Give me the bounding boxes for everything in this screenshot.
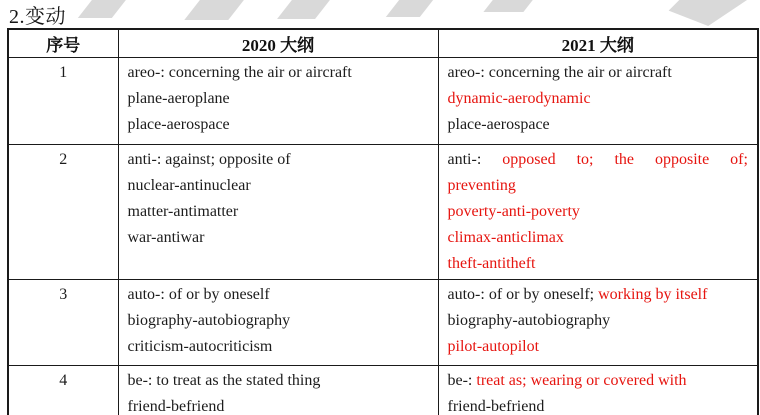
text-line — [128, 308, 429, 334]
cell-2020-syllabus — [118, 58, 438, 145]
text-segment: be-: — [447, 372, 477, 389]
text-segment: areo-: concerning the air or aircraft — [127, 64, 352, 81]
text-line — [128, 60, 429, 86]
text-line — [128, 173, 429, 199]
text-segment: to; — [576, 151, 594, 168]
cell-2021-syllabus — [438, 280, 758, 366]
text-segment: areo-: concerning the air or aircraft — [447, 64, 672, 81]
cell-2021-syllabus — [438, 58, 758, 145]
text-segment: matter-antimatter — [127, 203, 239, 220]
text-line — [448, 334, 749, 360]
text-segment: preventing — [447, 177, 516, 194]
text-segment: of; — [730, 151, 748, 168]
watermark-fragment — [652, 0, 756, 26]
text-line-justified — [448, 147, 749, 173]
text-line — [128, 282, 429, 308]
text-line — [448, 368, 749, 394]
text-segment: theft-antitheft — [447, 255, 536, 272]
text-line — [448, 394, 749, 415]
serial-number-cell: 1 — [8, 58, 118, 145]
serial-number-cell: 2 — [8, 145, 118, 280]
table-row — [8, 280, 758, 366]
text-segment: war-antiwar — [127, 229, 205, 246]
text-segment: criticism-autocriticism — [127, 338, 273, 355]
text-segment: the — [614, 151, 634, 168]
text-segment: plane-aeroplane — [127, 90, 230, 107]
text-segment: place-aerospace — [447, 116, 550, 133]
text-line — [448, 308, 749, 334]
text-segment: biography-autobiography — [127, 312, 291, 329]
cell-2021-syllabus — [438, 145, 758, 280]
text-segment: nuclear-antinuclear — [127, 177, 251, 194]
watermark-fragment — [78, 0, 132, 18]
cell-2020-syllabus — [118, 280, 438, 366]
text-line — [128, 147, 429, 173]
text-line — [128, 199, 429, 225]
text-line — [448, 282, 749, 308]
text-segment: friend-befriend — [127, 398, 225, 415]
table-row — [8, 366, 758, 415]
text-line — [448, 199, 749, 225]
text-segment: opposite — [654, 151, 710, 168]
text-segment: biography-autobiography — [447, 312, 611, 329]
serial-number-cell: 4 — [8, 366, 118, 415]
text-segment: anti-: against; opposite of — [127, 151, 291, 168]
text-line — [128, 86, 429, 112]
watermark-fragment — [184, 0, 251, 20]
cell-2021-syllabus — [438, 366, 758, 415]
text-segment: poverty-anti-poverty — [447, 203, 580, 220]
text-line — [128, 394, 429, 415]
header-serial-number: 序号 — [8, 29, 118, 58]
text-line — [128, 334, 429, 360]
header-2020-syllabus: 2020 大纲 — [118, 29, 438, 58]
watermark-fragment — [483, 0, 540, 12]
text-segment: auto-: of or by oneself — [127, 286, 270, 303]
text-segment: opposed — [502, 151, 556, 168]
serial-number-cell: 3 — [8, 280, 118, 366]
header-2021-syllabus: 2021 大纲 — [438, 29, 758, 58]
text-line — [128, 112, 429, 138]
text-segment: auto-: of or by oneself; — [447, 286, 599, 303]
watermark-fragment — [277, 0, 337, 19]
text-segment: friend-befriend — [447, 398, 545, 415]
text-segment: climax-anticlimax — [447, 229, 564, 246]
text-line — [448, 225, 749, 251]
text-line — [448, 112, 749, 138]
text-line — [448, 86, 749, 112]
text-segment: dynamic-aerodynamic — [447, 90, 591, 107]
cell-2020-syllabus — [118, 145, 438, 280]
watermark-fragment — [386, 0, 440, 17]
text-line — [448, 173, 749, 199]
text-segment: be-: to treat as the stated thing — [127, 372, 321, 389]
text-segment: working by itself — [598, 286, 708, 303]
text-line — [128, 225, 429, 251]
table-row — [8, 145, 758, 280]
header-row — [8, 29, 758, 58]
page-title: 2.变动 — [9, 6, 66, 28]
cell-2020-syllabus — [118, 366, 438, 415]
text-segment: anti-: — [447, 151, 482, 168]
text-segment: pilot-autopilot — [447, 338, 540, 355]
table-row — [8, 58, 758, 145]
text-line — [448, 251, 749, 277]
text-line — [128, 368, 429, 394]
text-line — [448, 60, 749, 86]
text-segment: treat as; wearing or covered with — [476, 372, 687, 389]
text-segment: place-aerospace — [127, 116, 230, 133]
comparison-table — [7, 28, 759, 415]
